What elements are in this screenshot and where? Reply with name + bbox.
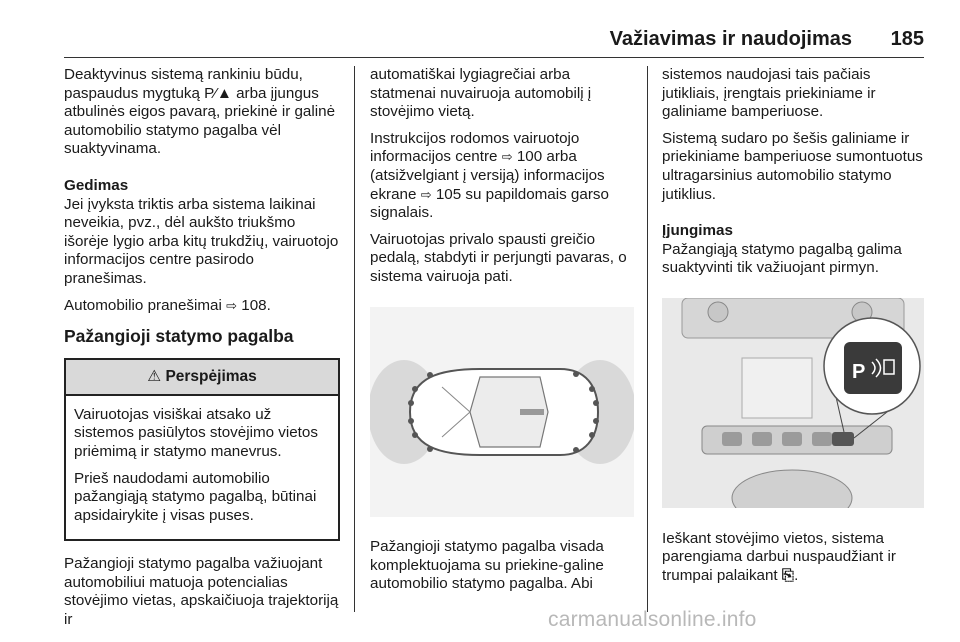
warning-title: Perspėjimas [165,367,257,385]
messages-text: Automobilio pranešimai [64,296,222,314]
column-1 [64,66,340,638]
page-ref-arrow-icon: ⇨ [501,149,513,165]
intro-paragraph: Deaktyvinus sistemą rankiniu būdu, paspaudus mygtuką P⁄▲ arba įjungus atbulinės eigos pavarą, priekinė ir galinė automobilio statymo pagalba vėl suaktyvinama. [64,66,336,158]
warning-paragraph-1: Vairuotojas visiškai atsako už sistemos pasiūlytos stovėjimo vietos priėmimą ir statymo manevrus. [74,405,318,460]
column-3 [662,66,924,593]
column-2 [370,66,634,602]
column-divider-2 [647,66,648,612]
page-number: 185 [890,28,924,50]
watermark: carmanualsonline.info [548,608,757,631]
page-ref-arrow-icon: ⇨ [420,186,432,202]
warning-paragraph-2: Prieš naudodami automobilio pažangiąją statymo pagalbą, būtinai apsidairykite į visas puses. [74,469,317,524]
page-ref-arrow-icon: ⇨ [226,297,238,313]
col2-paragraph-2 [370,130,634,223]
fault-paragraph: Jei įvyksta triktis arba sistema laikinai neveikia, pvz., dėl aukšto triukšmo išorėje lygio arba kitų trukdžių, vairuotojo informacijos centre pasirodo pranešimas. [64,195,339,287]
page-header [0,28,960,58]
col2-paragraph-1: automatiškai lygiagrečiai arba statmenai nuvairuoja automobilį į stovėjimo vietą. [370,66,592,121]
warning-triangle-icon: ⚠ [147,367,162,385]
body-paragraph: Pažangioji statymo pagalba važiuojant automobiliui matuoja potencialias stovėjimo vietas, apskaičiuoja trajektoriją ir [64,555,339,629]
instructions-text-a: Instrukcijos rodomos vairuotojo informacijos centre [370,129,580,166]
col3-paragraph-3: Ieškant stovėjimo vietos, sistema parengiama darbui nuspaudžiant ir trumpai palaikant ⎘. [662,529,896,584]
instructions-text-c: su papildomais garso signalais. [370,185,609,222]
instructions-ref-2: 105 [435,185,462,203]
parking-assist-icon: ⎘ [781,566,795,584]
col2-paragraph-3: Vairuotojas privalo spausti greičio pedalą, stabdyti ir perjungti pavaras, o sistema vairuoja pati. [370,230,627,285]
activation-paragraph: Pažangiąją statymo pagalbą galima suaktyvinti tik važiuojant pirmyn. [662,240,902,277]
header-rule [64,57,924,58]
instructions-text-b: arba (atsižvelgiant į versiją) informacijos ekrane [370,148,605,203]
button-p-label: P [852,360,866,383]
col2-paragraph-4: Pažangioji statymo pagalba visada komplektuojama su priekine-galine automobilio statymo pagalba. Abi [370,538,604,593]
col3-paragraph-1: sistemos naudojasi tais pačiais jutikliais, įrengtais priekiniame ir galiniame bamperiuose. [662,66,876,121]
fault-heading: Gedimas [64,176,129,194]
activation-heading: Įjungimas [662,222,733,240]
section-title: Pažangioji statymo pagalba [64,326,294,347]
chapter-title: Važiavimas ir naudojimas [609,28,852,50]
messages-paragraph [64,297,340,316]
warning-header [66,360,338,396]
messages-ref: 108. [241,296,271,314]
column-divider-1 [354,66,355,612]
instructions-ref-1: 100 [516,148,543,166]
warning-box [64,358,340,542]
col3-paragraph-2: Sistemą sudaro po šešis galiniame ir priekiniame bamperiuose sumontuotus ultragarsinius automobilio statymo jutiklius. [662,129,923,203]
car-sensor-illustration [370,307,634,517]
search-text: Ieškant stovėjimo vietos, sistema parengiama darbui nuspaudžiant ir trumpai palaikant [662,529,896,584]
parking-button-illustration [662,298,924,508]
warning-body [66,396,338,540]
